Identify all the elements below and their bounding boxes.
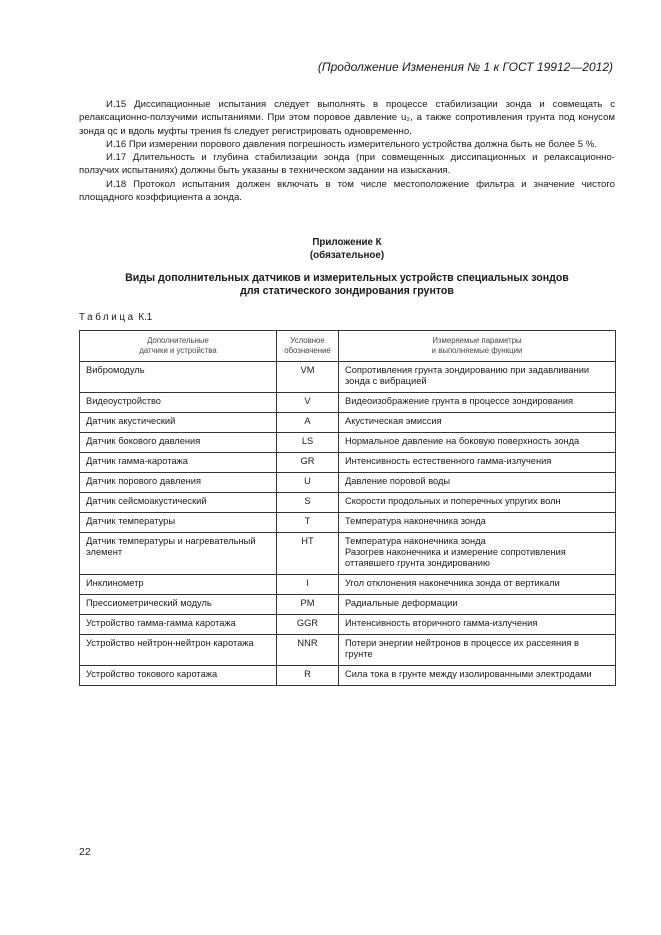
table-header-row — [80, 331, 616, 362]
paragraph-i16: И.16 При измерении порового давления погрешность измерительного устройства должна быть не более 5 %. — [106, 138, 597, 150]
paragraph-i18: И.18 Протокол испытания должен включать в том числе местоположение фильтра и значение чистого площадного коэффициента a зонда. — [79, 178, 615, 204]
cell-device-name: Прессиометрический модуль — [80, 595, 277, 615]
cell-device-function: Сила тока в грунте между изолированными электродами — [339, 666, 616, 686]
cell-device-name: Датчик гамма-каротажа — [80, 453, 277, 473]
table-row — [80, 453, 616, 473]
table-row — [80, 575, 616, 595]
body-text — [79, 98, 615, 204]
cell-device-code: GGR — [277, 615, 339, 635]
paragraph-i17: И.17 Длительность и глубина стабилизации зонда (при совмещенных диссипационных и релаксационно-ползучих испытаниях) должны быть указаны в техническом задании на изыскания. — [79, 152, 615, 177]
header-function — [339, 331, 616, 362]
cell-device-code: I — [277, 575, 339, 595]
cell-device-name: Датчик бокового давления — [80, 433, 277, 453]
header-code-line2: обозначение — [284, 346, 331, 355]
table-label — [79, 312, 152, 323]
cell-device-code: LS — [277, 433, 339, 453]
cell-device-code: T — [277, 513, 339, 533]
cell-device-function: Радиальные деформации — [339, 595, 616, 615]
cell-device-function: Видеоизображение грунта в процессе зондирования — [339, 393, 616, 413]
table-row — [80, 635, 616, 666]
annex-subtitle: (обязательное) — [309, 250, 385, 261]
cell-device-name: Датчик температуры и нагревательный элемент — [80, 533, 277, 575]
cell-device-function: Акустическая эмиссия — [339, 413, 616, 433]
page-number: 22 — [79, 846, 91, 858]
cell-device-name: Датчик сейсмоакустический — [80, 493, 277, 513]
cell-device-function — [339, 533, 616, 575]
table-row — [80, 413, 616, 433]
annex-title: Приложение К — [312, 237, 382, 248]
table-row — [80, 615, 616, 635]
running-header: (Продолжение Изменения № 1 к ГОСТ 19912—2012) — [317, 60, 613, 74]
table-row — [80, 493, 616, 513]
table-row — [80, 666, 616, 686]
cell-device-function: Угол отклонения наконечника зонда от вертикали — [339, 575, 616, 595]
table-row — [80, 595, 616, 615]
cell-device-name: Инклинометр — [80, 575, 277, 595]
header-code-line1: Условное — [290, 336, 325, 345]
cell-device-name: Датчик акустический — [80, 413, 277, 433]
cell-device-name: Датчик порового давления — [80, 473, 277, 493]
cell-device-code: A — [277, 413, 339, 433]
table-row — [80, 433, 616, 453]
cell-device-code: PM — [277, 595, 339, 615]
table-label-prefix: Таблица — [79, 312, 136, 323]
paragraph-i15: И.15 Диссипационные испытания следует выполнять в процессе стабилизации зонда и совмещать с релаксационно-ползучими испытаниями. При этом поровое давление u₂, а также сопротивления грунта под конусом зонда qc и вдоль муфты трения fs следует регистрировать одновременно. — [79, 99, 615, 137]
cell-device-function: Давление поровой воды — [339, 473, 616, 493]
cell-device-code: U — [277, 473, 339, 493]
cell-device-function: Скорости продольных и поперечных упругих волн — [339, 493, 616, 513]
cell-device-name: Устройство гамма-гамма каротажа — [80, 615, 277, 635]
cell-device-function: Интенсивность вторичного гамма-излучения — [339, 615, 616, 635]
table-row — [80, 362, 616, 393]
cell-device-function: Сопротивления грунта зондированию при задавливании зонда с вибрацией — [339, 362, 616, 393]
cell-device-code: NNR — [277, 635, 339, 666]
cell-device-function-line1: Температура наконечника зонда — [345, 536, 486, 546]
cell-device-function: Нормальное давление на боковую поверхность зонда — [339, 433, 616, 453]
annex-heading-line1: Виды дополнительных датчиков и измерительных устройств специальных зондов — [125, 272, 569, 284]
cell-device-code: R — [277, 666, 339, 686]
table-row — [80, 473, 616, 493]
header-sensors — [80, 331, 277, 362]
cell-device-function: Температура наконечника зонда — [339, 513, 616, 533]
cell-device-name: Устройство токового каротажа — [80, 666, 277, 686]
header-function-line2: и выполняемые функции — [431, 346, 523, 355]
table-row — [80, 513, 616, 533]
sensors-table — [79, 330, 616, 686]
cell-device-name: Видеоустройство — [80, 393, 277, 413]
cell-device-name: Датчик температуры — [80, 513, 277, 533]
annex-heading-line2: для статического зондирования грунтов — [240, 285, 454, 297]
header-code — [277, 331, 339, 362]
annex-heading — [79, 272, 615, 298]
cell-device-function-line2: Разогрев наконечника и измерение сопротивления оттаявшего грунта зондированию — [345, 547, 566, 568]
header-function-line1: Измеряемые параметры — [432, 336, 522, 345]
cell-device-function: Потери энергии нейтронов в процессе их рассеяния в грунте — [339, 635, 616, 666]
cell-device-code: GR — [277, 453, 339, 473]
header-sensors-line1: Дополнительные — [147, 336, 209, 345]
table-row — [80, 533, 616, 575]
cell-device-name: Устройство нейтрон-нейтрон каротажа — [80, 635, 277, 666]
table-row — [80, 393, 616, 413]
cell-device-function: Интенсивность естественного гамма-излучения — [339, 453, 616, 473]
cell-device-code: S — [277, 493, 339, 513]
cell-device-code: VM — [277, 362, 339, 393]
cell-device-code: V — [277, 393, 339, 413]
table-label-number: К.1 — [138, 312, 153, 323]
cell-device-name: Вибромодуль — [80, 362, 277, 393]
header-sensors-line2: датчики и устройства — [139, 346, 217, 355]
cell-device-code: HT — [277, 533, 339, 575]
